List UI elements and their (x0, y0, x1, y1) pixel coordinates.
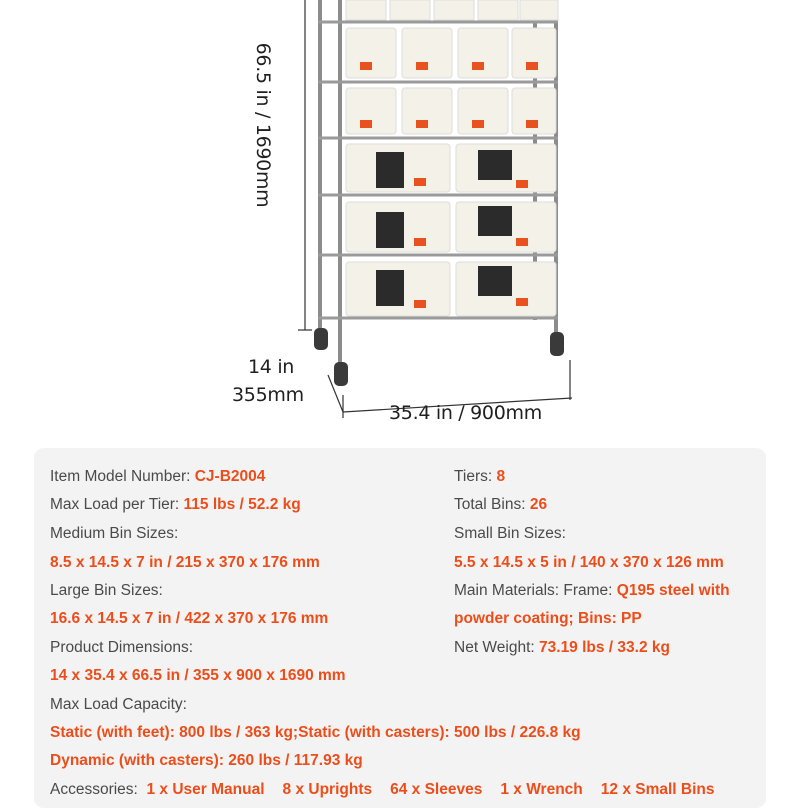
bins-large-rows (346, 144, 556, 316)
spec-product-dimensions-label: Product Dimensions: (50, 639, 194, 656)
spec-net-weight: Net Weight: 73.19 lbs / 33.2 kg (454, 639, 670, 656)
spec-main-materials: Main Materials: Frame: Q195 steel with (454, 582, 730, 599)
spec-product-dimensions-value: 14 x 35.4 x 66.5 in / 355 x 900 x 1690 mm (50, 667, 346, 684)
spec-main-materials-cont: powder coating; Bins: PP (454, 610, 642, 627)
spec-accessories: Accessories: 1 x User Manual 8 x Uprights 64 x Sleeves 1 x Wrench 12 x Small Bins (50, 781, 715, 798)
accessory-item: 64 x Sleeves (390, 781, 483, 798)
height-dimension-label: 66.5 in / 1690mm (252, 42, 274, 208)
spec-max-load-per-tier: Max Load per Tier: 115 lbs / 52.2 kg (50, 496, 301, 513)
spec-small-bin-label: Small Bin Sizes: (454, 525, 566, 542)
caster-wheels (314, 328, 564, 386)
accessory-item: 8 x Uprights (282, 781, 373, 798)
bins-medium-row-2 (346, 88, 556, 134)
spec-max-load-capacity-line-1: Static (with feet): 800 lbs / 363 kg;Static (with casters): 500 lbs / 226.8 kg (50, 724, 581, 741)
spec-tiers: Tiers: 8 (454, 468, 506, 485)
depth-dimension-label-in: 14 in (248, 356, 295, 378)
accessory-item: 1 x User Manual (146, 781, 265, 798)
spec-small-bin-value: 5.5 x 14.5 x 5 in / 140 x 370 x 126 mm (454, 554, 724, 571)
spec-total-bins: Total Bins: 26 (454, 496, 548, 513)
width-dimension-label: 35.4 in / 900mm (389, 402, 542, 424)
accessory-item: 12 x Small Bins (600, 781, 715, 798)
spec-model-number: Item Model Number: CJ-B2004 (50, 468, 266, 485)
spec-max-load-capacity-label: Max Load Capacity: (50, 696, 187, 713)
spec-large-bin-label: Large Bin Sizes: (50, 582, 163, 599)
spec-max-load-capacity-line-2: Dynamic (with casters): 260 lbs / 117.93 kg (50, 752, 363, 769)
spec-large-bin-value: 16.6 x 14.5 x 7 in / 422 x 370 x 176 mm (50, 610, 329, 627)
bins-top-row (346, 0, 558, 20)
bins-medium-row-1 (346, 28, 556, 78)
spec-medium-bin-label: Medium Bin Sizes: (50, 525, 179, 542)
accessory-item: 1 x Wrench (500, 781, 583, 798)
depth-dimension-label-mm: 355mm (232, 384, 304, 406)
spec-medium-bin-value: 8.5 x 14.5 x 7 in / 215 x 370 x 176 mm (50, 554, 320, 571)
